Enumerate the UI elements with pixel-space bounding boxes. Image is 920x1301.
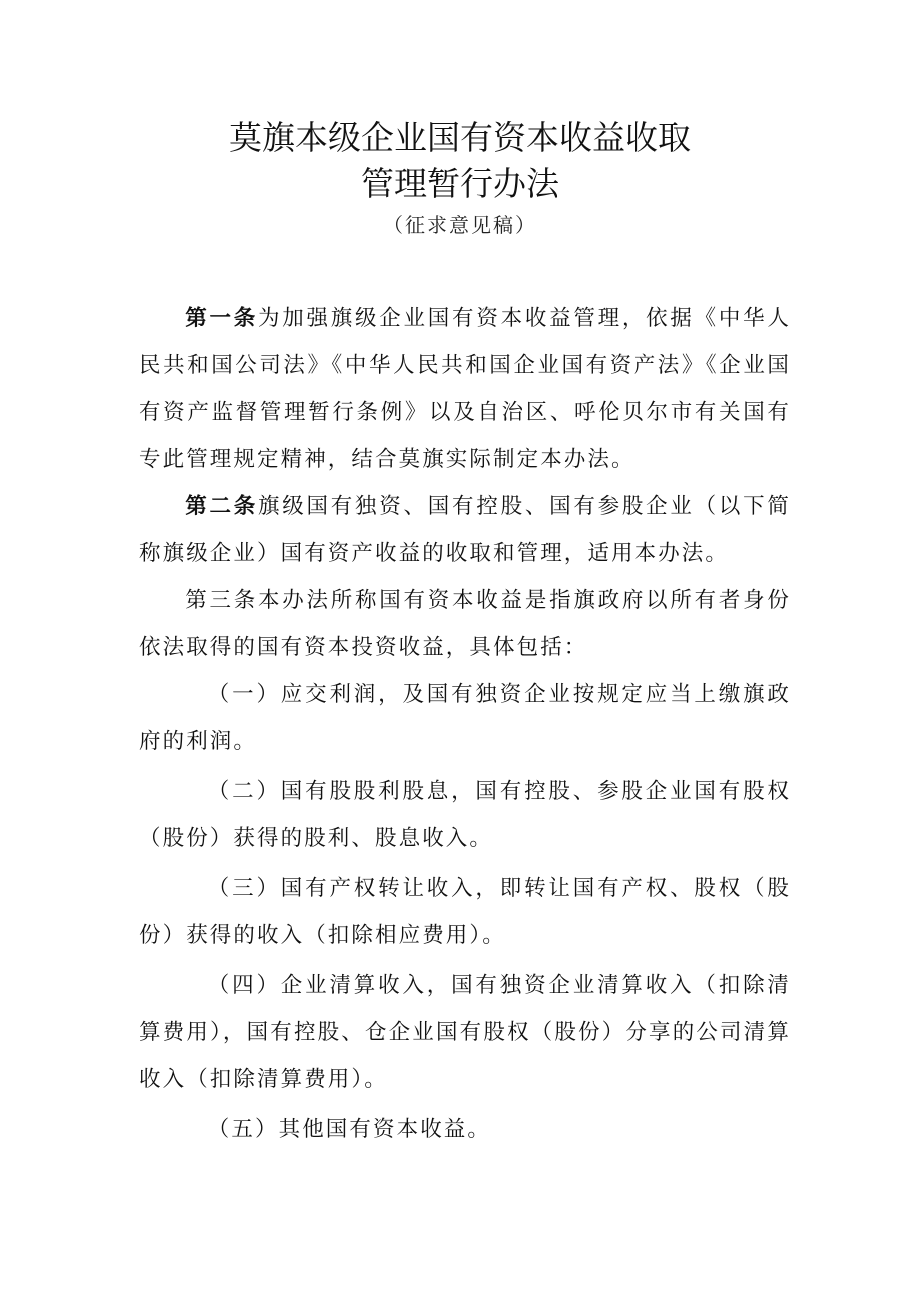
article-3-text: 第三条本办法所称国有资本收益是指旗政府以所有者身份依法取得的国有资本投资收益，具体包括： [139,588,791,660]
article-2-label: 第二条 [185,494,258,519]
article-2-text: 旗级国有独资、国有控股、国有参股企业（以下简称旗级企业）国有资产收益的收取和管理，适用本办法。 [139,494,791,566]
list-item-2: （二）国有股股利股息，国有控股、参股企业国有股权（股份）获得的股利、股息收入。 [139,779,791,851]
document-title-line-2: 管理暂行办法 [361,164,559,203]
list-item-1: （一）应交利润，及国有独资企业按规定应当上缴旗政府的利润。 [139,682,791,754]
article-3 [139,577,791,671]
document-title-line-1: 莫旗本级企业国有资本收益收取 [229,118,691,157]
article-1 [139,295,791,483]
document-subtitle: （征求意见稿） [383,213,537,237]
article-1-label: 第一条 [185,306,258,331]
document-body [139,295,791,1153]
article-2 [139,483,791,577]
list-item-4: （四）企业清算收入，国有独资企业清算收入（扣除清算费用），国有控股、仓企业国有股权（股份）分享的公司清算收入（扣除清算费用）。 [139,973,791,1092]
list-item-5: （五）其他国有资本收益。 [207,1117,491,1142]
list-item-3: （三）国有产权转让收入，即转让国有产权、股权（股份）获得的收入（扣除相应费用）。 [139,876,791,948]
article-1-text: 为加强旗级企业国有资本收益管理，依据《中华人民共和国公司法》《中华人民共和国企业国有资产法》《企业国有资产监督管理暂行条例》以及自治区、呼伦贝尔市有关国有专此管理规定精神，结合莫旗实际制定本办法。 [139,306,791,472]
